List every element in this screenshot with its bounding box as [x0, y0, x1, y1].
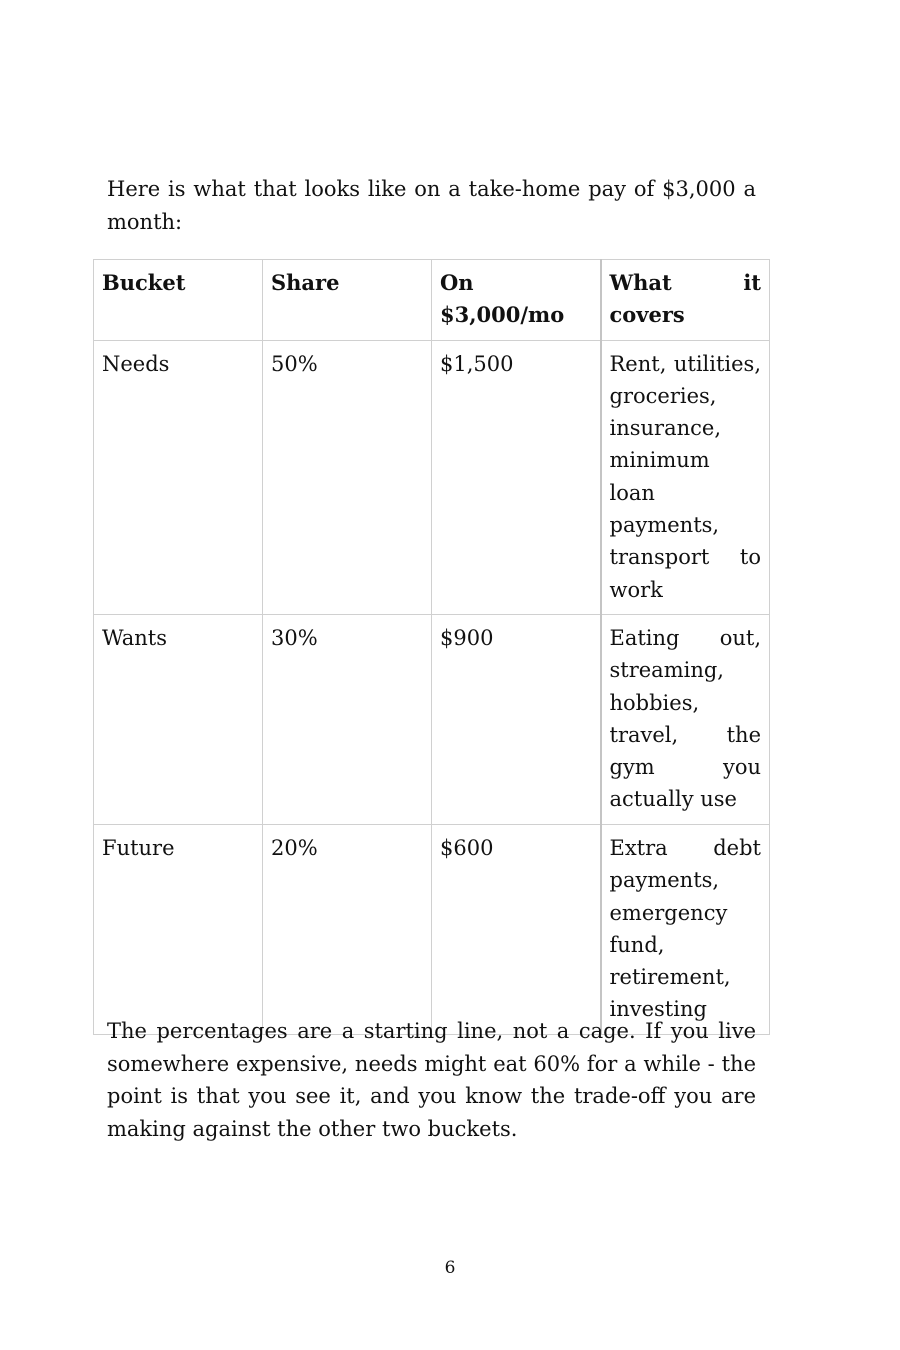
page-number: 6 — [444, 1258, 456, 1278]
cell-bucket: Future — [94, 824, 263, 1034]
cell-bucket: Needs — [94, 340, 263, 614]
header-covers: What it covers — [601, 260, 770, 341]
cell-bucket: Wants — [94, 614, 263, 824]
cell-amount: $600 — [432, 824, 601, 1034]
cell-share: 50% — [263, 340, 432, 614]
cell-covers: Rent, utilities, groceries, insurance, minimum loan payments, transport to work — [601, 340, 770, 614]
table-header-row — [94, 260, 770, 341]
cell-covers: Extra debt payments, emergency fund, retirement, investing — [601, 824, 770, 1034]
header-bucket: Bucket — [94, 260, 263, 341]
cell-share: 20% — [263, 824, 432, 1034]
cell-amount: $900 — [432, 614, 601, 824]
cell-covers: Eating out, streaming, hobbies, travel, the gym you actually use — [601, 614, 770, 824]
intro-paragraph: Here is what that looks like on a take-home pay of $3,000 a month: — [107, 177, 756, 234]
header-share: Share — [263, 260, 432, 341]
table-row — [94, 824, 770, 1034]
table-row — [94, 614, 770, 824]
outro-paragraph: The percentages are a starting line, not a cage. If you live somewhere expensive, needs might eat 60% for a while - the point is that you see it, and you know the trade-off you are making against the other two buckets. — [107, 1019, 756, 1141]
budget-table — [93, 259, 770, 1035]
cell-amount: $1,500 — [432, 340, 601, 614]
header-amount: On $3,000/mo — [432, 260, 601, 341]
table-row — [94, 340, 770, 614]
cell-share: 30% — [263, 614, 432, 824]
